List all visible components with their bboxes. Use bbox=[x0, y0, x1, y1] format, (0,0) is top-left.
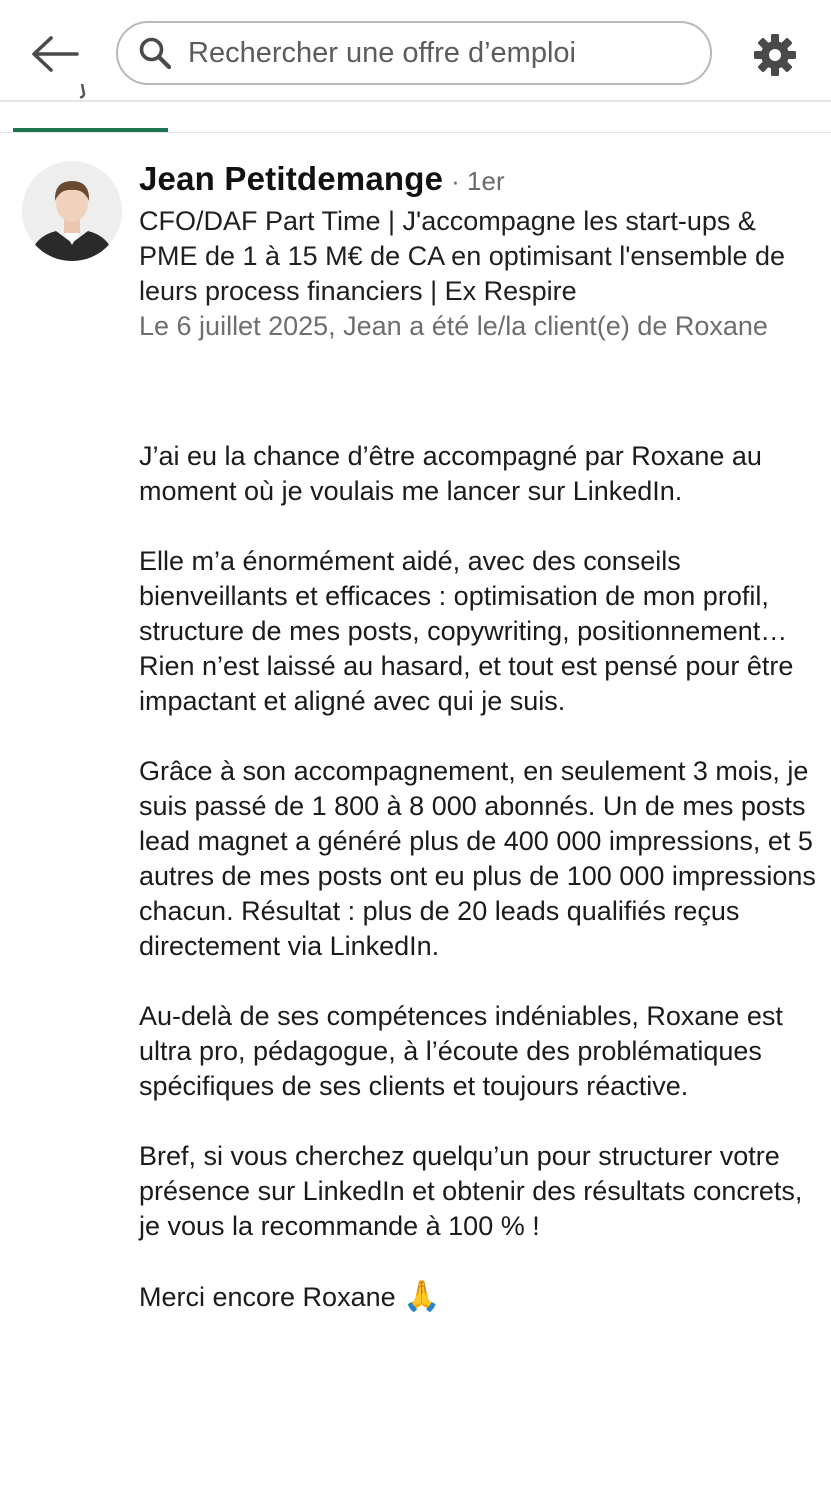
tab-label-peek bbox=[62, 84, 102, 104]
search-input[interactable] bbox=[188, 37, 688, 70]
search-bar[interactable] bbox=[116, 21, 712, 85]
paragraph: Grâce à son accompagnement, en seulement 3 mois, je suis passé de 1 800 à 8 000 abonnés. Un de mes posts lead magnet a généré plus de 400 000 impressions, et 5 autres de mes posts ont eu plus de 100 000 impressions chacun. Résultat : plus de 20 leads qualifiés reçus directement via LinkedIn. bbox=[139, 756, 816, 961]
author-name[interactable]: Jean Petitdemange bbox=[139, 160, 444, 197]
top-bar bbox=[0, 0, 831, 100]
paragraph: Au-delà de ses compétences indéniables, Roxane est ultra pro, pédagogue, à l’écoute des problématiques spécifiques de ses clients et toujours réactive. bbox=[139, 1001, 783, 1101]
author-headline: CFO/DAF Part Time | J'accompagne les start-ups & PME de 1 à 15 M€ de CA en optimisant l'ensemble de leurs process financiers | Ex Respire bbox=[139, 206, 786, 306]
settings-button[interactable] bbox=[750, 30, 800, 80]
recommendation-text bbox=[139, 439, 819, 1350]
paragraph: Elle m’a énormément aidé, avec des conseils bienveillants et efficaces : optimisation de mon profil, structure de mes posts, copywriting, positionnement… Rien n’est laissé au hasard, et tout est pensé pour être impactant et aligné avec qui je suis. bbox=[139, 546, 794, 716]
recommendation-header bbox=[139, 160, 819, 344]
paragraph: J’ai eu la chance d’être accompagné par Roxane au moment où je voulais me lancer sur LinkedIn. bbox=[139, 441, 762, 506]
author-avatar[interactable] bbox=[22, 161, 122, 261]
back-button[interactable] bbox=[22, 22, 86, 86]
praying-hands-icon: 🙏 bbox=[403, 1280, 441, 1313]
author-line bbox=[139, 160, 819, 204]
tabs-divider bbox=[0, 132, 831, 133]
relationship-info: Le 6 juillet 2025, Jean a été le/la client(e) de Roxane bbox=[139, 311, 768, 341]
search-icon bbox=[138, 36, 172, 70]
paragraph: Bref, si vous cherchez quelqu’un pour structurer votre présence sur LinkedIn et obtenir des résultats concrets, je vous la recommande à 100 % ! bbox=[139, 1141, 803, 1241]
connection-degree: · 1er bbox=[451, 166, 505, 196]
gear-icon bbox=[753, 33, 797, 77]
closing-line bbox=[139, 1279, 819, 1315]
person-avatar-icon bbox=[22, 161, 122, 261]
header-divider bbox=[0, 100, 831, 102]
closing-text: Merci encore Roxane bbox=[139, 1282, 396, 1312]
arrow-left-icon bbox=[29, 34, 79, 74]
